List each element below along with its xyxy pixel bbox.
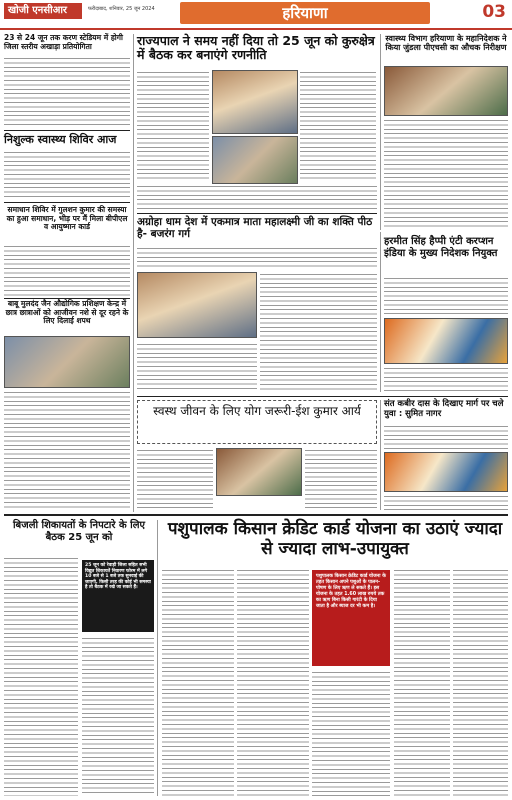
news-photo bbox=[4, 336, 130, 388]
news-photo bbox=[384, 452, 508, 492]
article-body bbox=[384, 494, 508, 510]
pull-quote: 25 जून को रेवाड़ी जिला सहित सभी विद्युत शिकायतें निवारण फोरम में लगे 10 बजे से 1 बजे तक सुनवाई की जाएगी, किसी तरह की कोई भी समस्या है तो बैठक में रखे जा सकते हैं। bbox=[82, 560, 154, 632]
masthead bbox=[0, 0, 512, 30]
article-body bbox=[384, 276, 508, 316]
edition-meta: फरीदाबाद, शनिवार, 25 जून 2024 bbox=[88, 6, 155, 12]
article-headline: निशुल्क स्वास्थ्य शिविर आज bbox=[4, 133, 117, 146]
article-body bbox=[4, 556, 78, 796]
article-body bbox=[137, 246, 377, 270]
article-body bbox=[162, 568, 234, 796]
article-body bbox=[453, 568, 508, 796]
article-headline: संत कबीर दास के दिखाए मार्ग पर चले युवा : सुमित नागर bbox=[384, 399, 504, 419]
brand-logo: खोजी एनसीआर bbox=[4, 3, 82, 19]
lead-headline: पशुपालक किसान क्रेडिट कार्ड योजना का उठाएं ज्यादा से ज्यादा लाभ-उपायुक्त bbox=[167, 519, 503, 559]
article-body bbox=[384, 118, 508, 230]
article-body bbox=[260, 272, 377, 392]
article-body bbox=[384, 424, 508, 450]
news-photo bbox=[212, 70, 298, 134]
article-body bbox=[394, 568, 450, 796]
article-body bbox=[237, 568, 309, 796]
pull-quote: पशुपालक किसान क्रेडिट कार्ड योजना के तहत किसान अपने पशुओं के पालन-पोषण के लिए ऋण ले सकते हैं। इस योजना के तहत 1.60 लाख रुपये तक का ऋण बिना किसी गारंटी के दिया जाता है और ब्याज दर भी कम है। bbox=[312, 570, 390, 666]
lead-headline: राज्यपाल ने समय नहीं दिया तो 25 जून को कुरुक्षेत्र में बैठक कर बनाएंगे रणनीति bbox=[137, 33, 375, 63]
yoga-headline-box bbox=[137, 400, 377, 444]
article-headline: बाबू मुलदंद जैन औद्योगिक प्रशिक्षण केन्द्र में छात्र छात्राओं को आजीवन नशे से दूर रहने के लिए दिलाई शपथ bbox=[5, 299, 129, 326]
article-body bbox=[305, 448, 377, 510]
news-photo bbox=[384, 66, 508, 116]
article-headline: समाधान शिविर में गुलशन कुमार की समस्या का हुआ समाधान, भीड़ पर मैं मिला बीपीएल व आयुष्मान कार्ड bbox=[6, 205, 128, 232]
page-number: 03 bbox=[482, 2, 506, 22]
article-body bbox=[384, 366, 508, 392]
article-headline: अग्रोहा धाम देश में एकमात्र माता महालक्ष्मी जी का शक्ति पीठ है- बजरंग गर्ग bbox=[137, 216, 373, 241]
news-photo bbox=[384, 318, 508, 364]
article-headline: स्वास्थ्य विभाग हरियाणा के महानिदेशक ने किया जुंडला पीएचसी का औचक निरीक्षण bbox=[385, 34, 507, 53]
news-photo bbox=[216, 448, 302, 496]
article-headline: स्वस्थ जीवन के लिए योग जरूरी-ईश कुमार आर्य bbox=[153, 404, 361, 418]
article-body bbox=[4, 244, 130, 296]
article-body bbox=[300, 70, 376, 180]
article-body bbox=[137, 184, 377, 210]
article-headline: बिजली शिकायतों के निपटारे के लिए बैठक 25 जून को bbox=[12, 520, 146, 543]
article-headline: हरमीत सिंह हैप्पी एंटी करप्शन इंडिया के मुख्य निदेशक नियुक्त bbox=[384, 236, 498, 259]
article-body bbox=[137, 70, 209, 180]
news-photo bbox=[137, 272, 257, 338]
article-body bbox=[4, 390, 130, 510]
section-title: हरियाणा bbox=[180, 2, 430, 24]
article-body bbox=[4, 150, 130, 200]
article-body bbox=[137, 342, 257, 392]
article-body bbox=[137, 448, 213, 510]
article-body bbox=[82, 636, 154, 796]
article-headline: 23 से 24 जून तक करण स्टेडियम में होगी जिला स्तरीय अखाड़ा प्रतियोगिता bbox=[4, 33, 123, 51]
news-photo bbox=[212, 136, 298, 184]
article-body bbox=[312, 670, 390, 796]
article-body bbox=[4, 56, 130, 128]
